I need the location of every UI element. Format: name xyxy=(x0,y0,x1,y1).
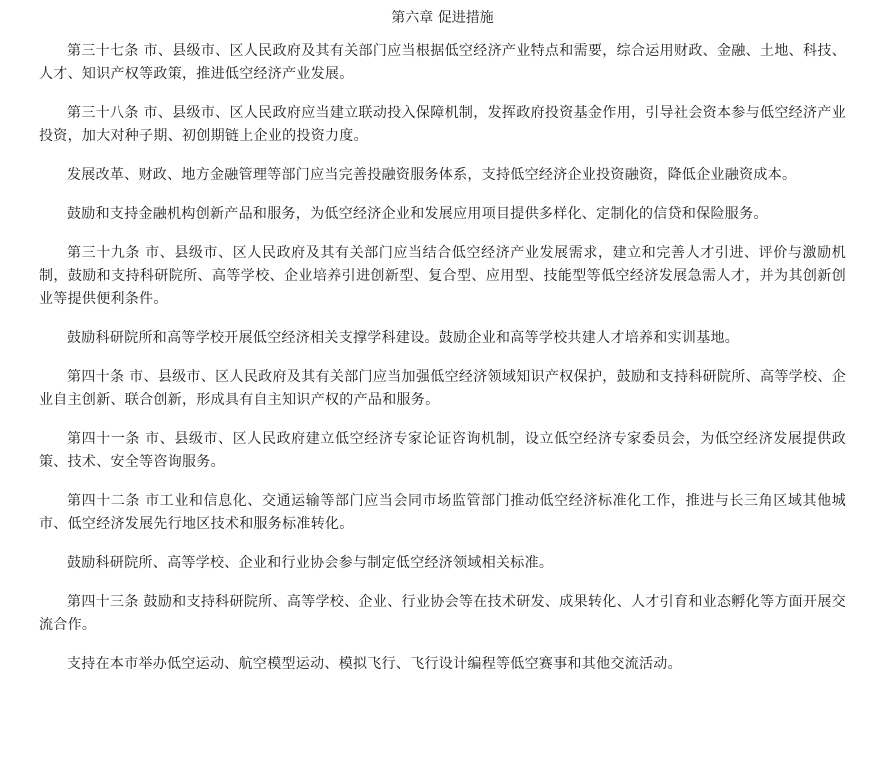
article-41-paragraph: 第四十一条 市、县级市、区人民政府建立低空经济专家论证咨询机制，设立低空经济专家委员会，为低空经济发展提供政策、技术、安全等咨询服务。 xyxy=(39,431,846,470)
article-37-paragraph: 第三十七条 市、县级市、区人民政府及其有关部门应当根据低空经济产业特点和需要，综合运用财政、金融、土地、科技、人才、知识产权等政策，推进低空经济产业发展。 xyxy=(39,43,846,82)
article-38-paragraph: 第三十八条 市、县级市、区人民政府应当建立联动投入保障机制，发挥政府投资基金作用，引导社会资本参与低空经济产业投资，加大对种子期、初创期链上企业的投资力度。 xyxy=(39,105,846,144)
article-39-clause-2-paragraph: 鼓励科研院所和高等学校开展低空经济相关支撑学科建设。鼓励企业和高等学校共建人才培养和实训基地。 xyxy=(67,330,740,346)
article-43-clause-2-paragraph: 支持在本市举办低空运动、航空模型运动、模拟飞行、飞行设计编程等低空赛事和其他交流活动。 xyxy=(67,656,682,672)
chapter-title: 第六章 促进措施 xyxy=(391,10,494,26)
article-40-paragraph: 第四十条 市、县级市、区人民政府及其有关部门应当加强低空经济领域知识产权保护，鼓励和支持科研院所、高等学校、企业自主创新、联合创新，形成具有自主知识产权的产品和服务。 xyxy=(39,369,846,408)
article-42-clause-2-paragraph: 鼓励科研院所、高等学校、企业和行业协会参与制定低空经济领域相关标准。 xyxy=(67,555,554,571)
article-38-clause-2-paragraph: 发展改革、财政、地方金融管理等部门应当完善投融资服务体系，支持低空经济企业投资融资，降低企业融资成本。 xyxy=(67,167,797,183)
article-39-paragraph: 第三十九条 市、县级市、区人民政府及其有关部门应当结合低空经济产业发展需求，建立和完善人才引进、评价与激励机制，鼓励和支持科研院所、高等学校、企业培养引进创新型、复合型、应用型、技能型等低空经济发展急需人才，并为其创新创业等提供便利条件。 xyxy=(39,245,846,307)
article-42-paragraph: 第四十二条 市工业和信息化、交通运输等部门应当会同市场监管部门推动低空经济标准化工作，推进与长三角区域其他城市、低空经济发展先行地区技术和服务标准转化。 xyxy=(39,493,846,532)
article-38-clause-3-paragraph: 鼓励和支持金融机构创新产品和服务，为低空经济企业和发展应用项目提供多样化、定制化的信贷和保险服务。 xyxy=(67,206,768,222)
article-43-paragraph: 第四十三条 鼓励和支持科研院所、高等学校、企业、行业协会等在技术研发、成果转化、人才引育和业态孵化等方面开展交流合作。 xyxy=(39,594,846,633)
